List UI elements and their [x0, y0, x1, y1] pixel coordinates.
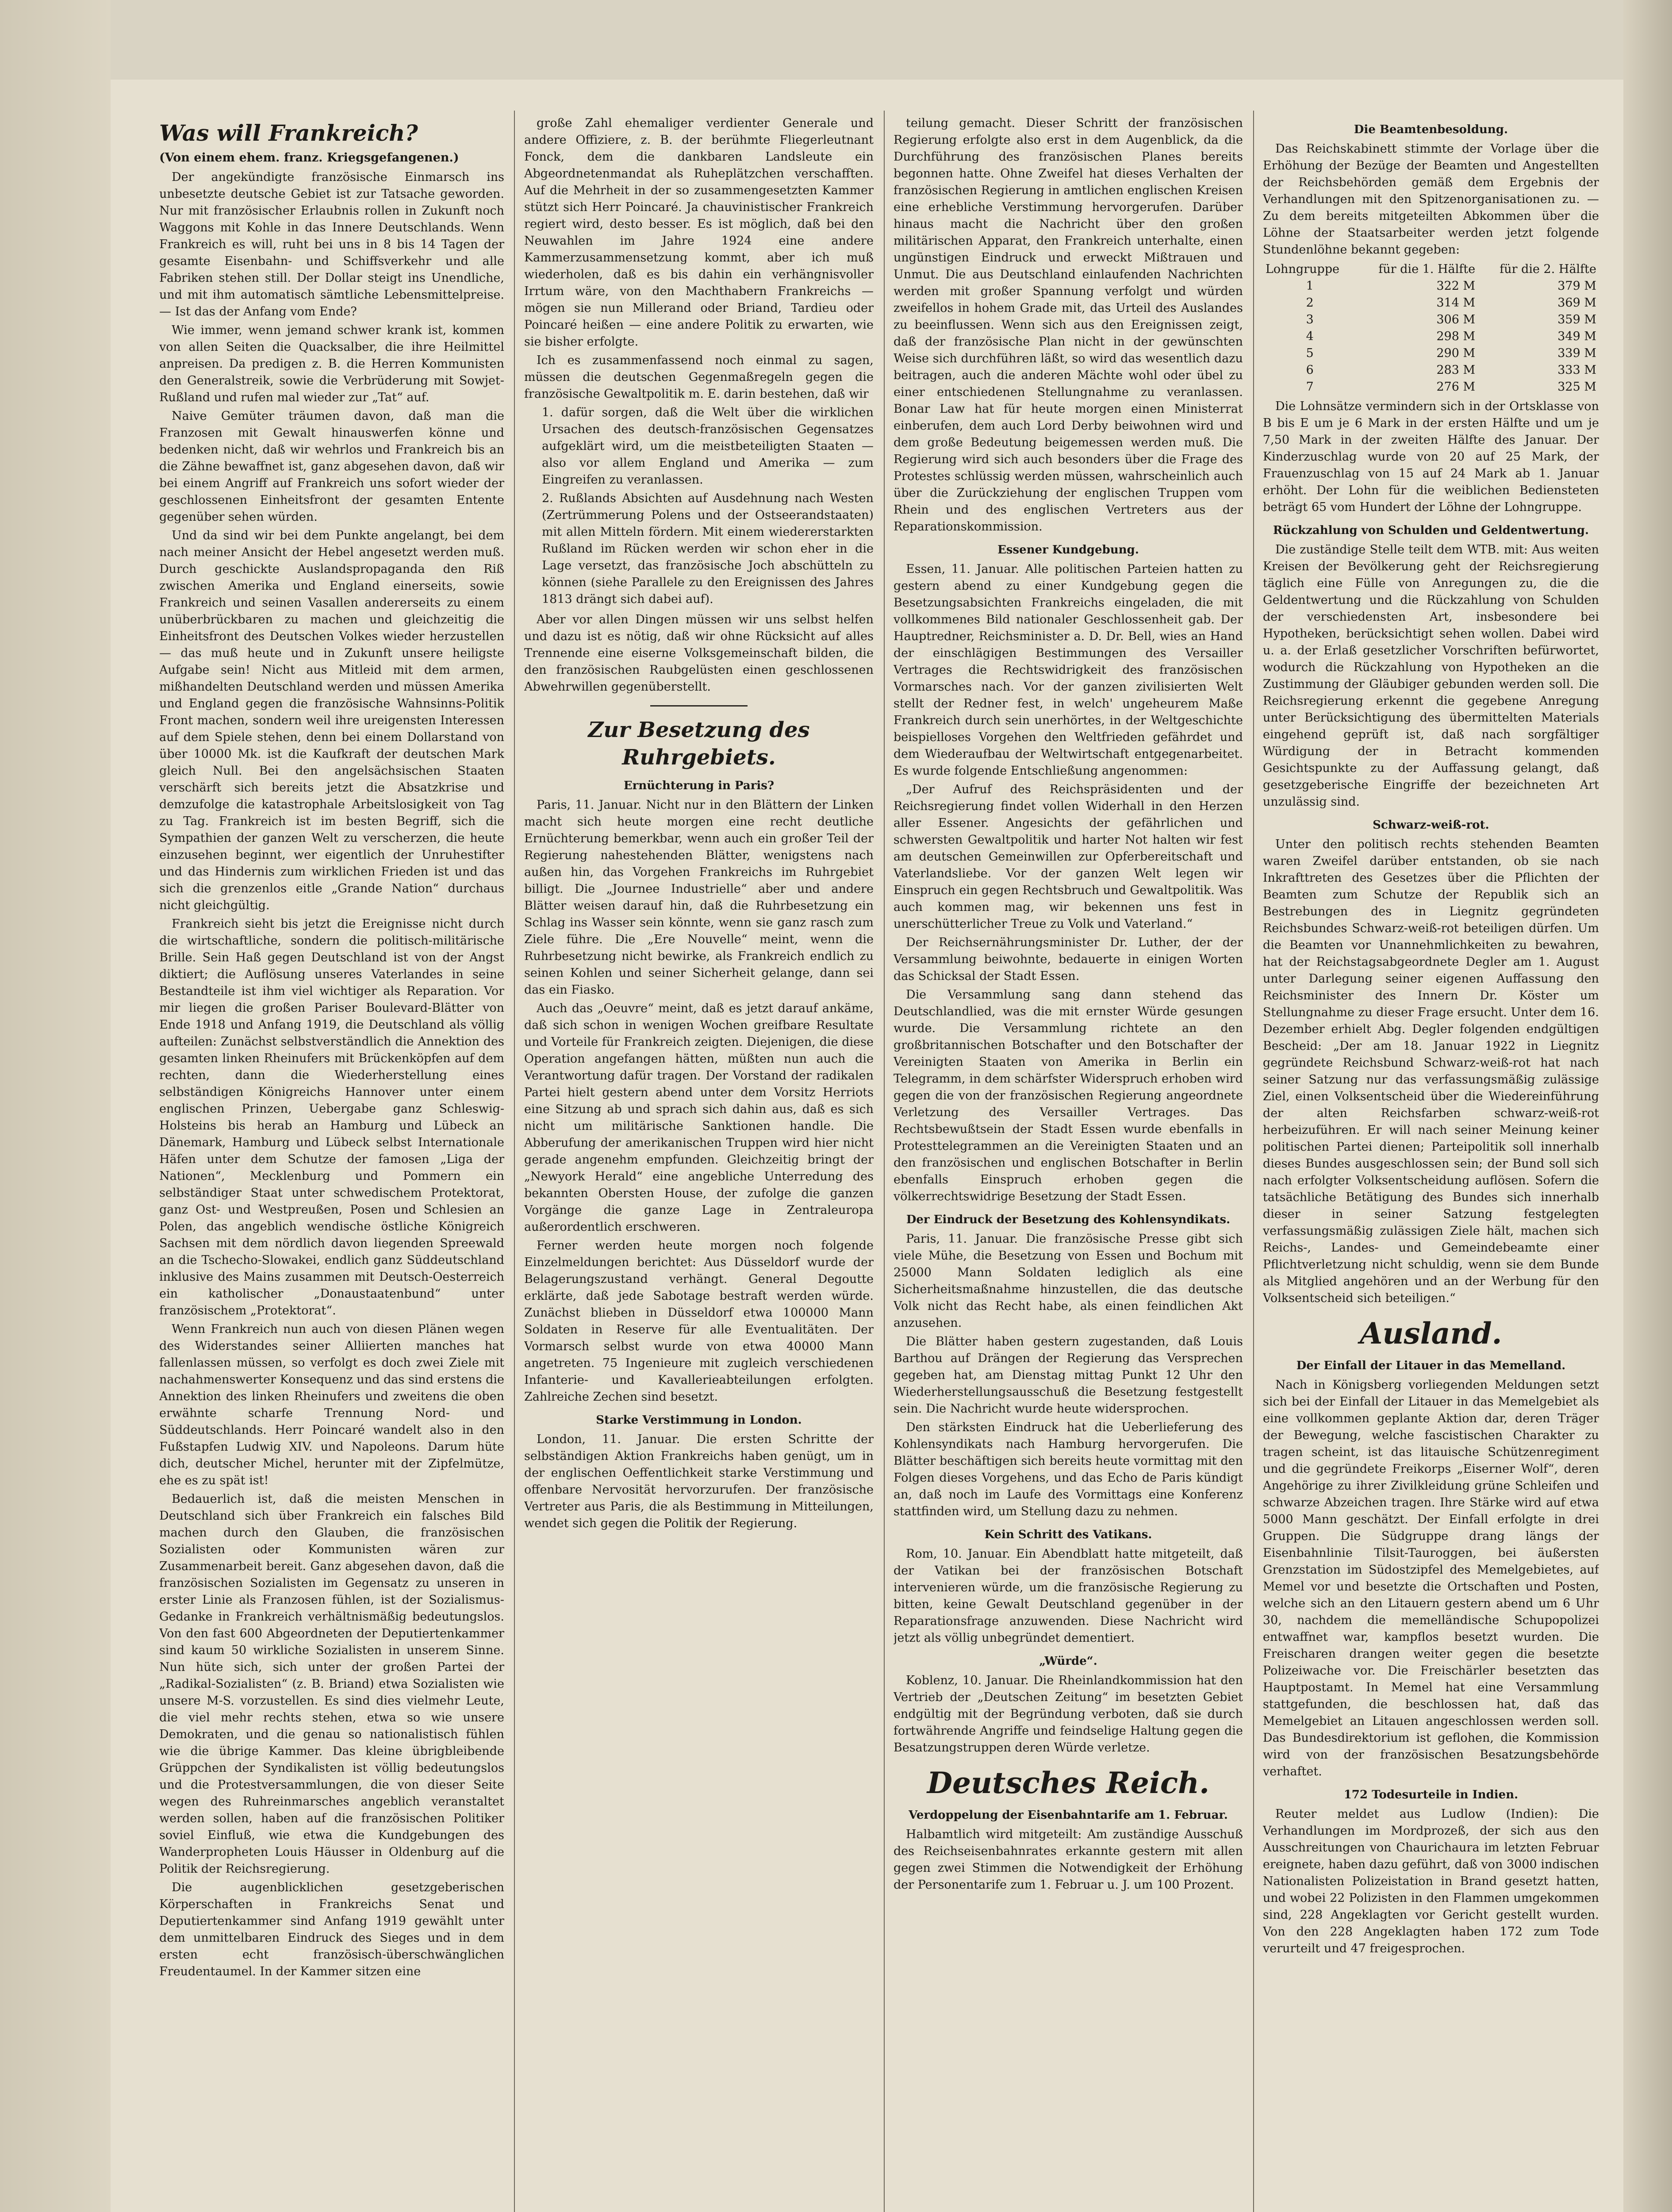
section-title: Ausland.	[1360, 1316, 1502, 1351]
table-cell: 5	[1306, 346, 1314, 360]
table-row	[1263, 278, 1599, 295]
table-cell: 2	[1306, 296, 1314, 310]
paragraph: Aber vor allen Dingen müssen wir uns selbst helfen und dazu ist es nötig, daß wir ohne Rücksicht auf alles Trennende eine eiserne Volksgemeinschaft bilden, die den französischen Raubgelüsten einen geschlossenen Abwehrwillen gegenüberstellt.	[524, 613, 874, 694]
paragraph: große Zahl ehemaliger verdienter Generale und andere Offiziere, z. B. der berühmte Fliegerleutnant Fonck, dem die dankbaren Landsleute ein Abgeordnetenmandat als Ruheplätzchen verschafften. Auf die Mehrheit in der so zusammengesetzten Kammer stützt sich Herr Poincaré. Ja chauvinistischer Frankreich regiert wird, desto besser. Es ist möglich, daß bei den Neuwahlen im Jahre 1924 eine andere Kammerzusammensetzung kommt, aber ich muß wiederholen, daß es bis dahin ein verhängnisvoller Irrtum wäre, von den Machthabern Frankreichs — mögen sie nun Millerand oder Briand, Tardieu oder Poincaré heißen — eine andere Politik zu erwarten, wie sie bisher erfolgte.	[524, 116, 874, 349]
table-header-row	[1263, 261, 1599, 278]
column-4	[1263, 115, 1599, 2212]
paragraph: „Der Aufruf des Reichspräsidenten und der Reichsregierung findet vollen Widerhall in den Herzen aller Essener. Angesichts der gefährlichen und schwersten Gewaltpolitik und harter Not halten wir fest am deutschen Gemeinwillen zur Opferbereitschaft und Vaterlandsliebe. Vor der ganzen Welt legen wir Einspruch ein gegen Rechtsbruch und Gewaltpolitik. Was auch kommen mag, wir bekennen uns fest in unerschütterlicher Treue zu Volk und Vaterland.“	[894, 783, 1243, 931]
subheading: Ernüchterung in Paris?	[623, 779, 775, 792]
wage-table	[1263, 261, 1599, 396]
table-cell: 314 M	[1436, 296, 1476, 310]
table-cell: 379 M	[1557, 279, 1596, 293]
paragraph: Ferner werden heute morgen noch folgende Einzelmeldungen berichtet: Aus Düsseldorf wurde der Belagerungszustand verhängt. General Degoutte erklärte, daß jede Sabotage bestraft werden würde. Zunächst blieben in Düsseldorf etwa 100000 Mann Soldaten in Reserve für alle Eventualitäten. Der Vormarsch selbst wurde von etwa 40000 Mann angetreten. 75 Ingenieure mit zugleich verschiedenen Infanterie- und Kavallerieabteilungen erfolgten. Zahlreiche Zechen sind besetzt.	[524, 1239, 874, 1404]
paragraph: Paris, 11. Januar. Nicht nur in den Blättern der Linken macht sich heute morgen eine recht deutliche Ernüchterung bemerkbar, wenn auch ein großer Teil der Regierung nahestehenden Blätter, wenigstens nach außen hin, das Vorgehen Frankreichs im Ruhrgebiet billigt. Die „Journee Industrielle“ aber und andere Blätter weisen darauf hin, daß die Ruhrbesetzung ein Schlag ins Wasser sein könnte, wenn sie ganz rasch zum Ziele führe. Die „Ere Nouvelle“ meint, wenn die Ruhrbesetzung nicht bewirke, als Frankreich endlich zu seinen Kohlen und seiner Sicherheit gelange, dann sei das ein Fiasko.	[524, 798, 874, 997]
paragraph: Bedauerlich ist, daß die meisten Menschen in Deutschland sich über Frankreich ein falsches Bild machen durch den Glauben, die französischen Sozialisten oder Kommunisten wären zur Zusammenarbeit bereit. Ganz abgesehen davon, daß die französischen Sozialisten im Gegensatz zu unseren in erster Linie als Franzosen fühlen, ist der Sozialismus-Gedanke in Frankreich verhältnismäßig bedeutungslos. Von den fast 600 Abgeordneten der Deputiertenkammer sind kaum 50 wirkliche Sozialisten in unserem Sinne. Nun hüte sich, sich unter der großen Partei der „Radikal-Sozialisten“ (z. B. Briand) etwa Sozialisten wie unsere M-S. vorzustellen. Es sind dies vielmehr Leute, die viel mehr rechts stehen, etwa so wie unsere Demokraten, und die genau so nationalistisch fühlen wie die übrige Kammer. Das kleine übrigbleibende Grüppchen der Syndikalisten ist völlig bedeutungslos und die Protestversammlungen, die von dieser Seite wegen des Ruhreinmarsches angeblich veranstaltet werden sollen, haben auf die französischen Politiker soviel Einfluß, wie etwa die Kundgebungen des Wanderpropheten Louis Häusser in Oldenburg auf die Politik der Reichsregierung.	[159, 1492, 504, 1876]
paragraph: Die Blätter haben gestern zugestanden, daß Louis Barthou auf Drängen der Regierung das Versprechen gegeben hat, am Dienstag mittag Punkt 12 Uhr den Wiederherstellungsausschuß die Besetzung festgestellt sein. Die Nachricht wurde heute widersprochen.	[894, 1335, 1243, 1416]
subheading: Die Beamtenbesoldung.	[1354, 123, 1508, 136]
table-cell: 339 M	[1557, 346, 1596, 360]
section-divider	[650, 705, 748, 707]
table-cell: 276 M	[1436, 380, 1476, 394]
paragraph: teilung gemacht. Dieser Schritt der französischen Regierung erfolgte also erst in dem Augenblick, da die Durchführung des französischen Planes bereits begonnen hatte. Ohne Zweifel hat dieses Verhalten der französischen Regierung in amtlichen englischen Kreisen eine erhebliche Verstimmung hervorgerufen. Darüber hinaus macht die Nachricht über den großen militärischen Apparat, den Frankreich unterhalte, einen ungünstigen Eindruck und erweckt Mißtrauen und Unmut. Die aus Deutschland einlaufenden Nachrichten werden mit großer Spannung verfolgt und würden zweifellos in hohem Grade mit, das Urteil des Auslandes zu beeinflussen. Wenn sich aus den Ereignissen zeigt, daß der französische Plan nicht in der gewünschten Weise sich durchführen läßt, so wird das wesentlich dazu beitragen, auch die anderen Mächte wohl oder übel zu einer entschiedenen Stellungnahme zu veranlassen. Bonar Law hat für heute morgen einen Ministerrat einberufen, dem auch Lord Derby beiwohnen wird und dem große Bedeutung beigemessen werden muß. Die Regierung wird sich auch besonders über die Frage des Protestes schlüssig werden müssen, wahrscheinlich auch über die Zurückziehung der englischen Truppen vom Rhein und des englischen Vertreters aus der Reparationskommission.	[894, 116, 1243, 534]
table-cell: 7	[1306, 380, 1314, 394]
paragraph: Ich es zusammenfassend noch einmal zu sagen, müssen die deutschen Gegenmaßregeln gegen die französische Gewaltpolitik m. E. darin bestehen, daß wir	[524, 353, 874, 401]
article-headline: Was will Frankreich?	[159, 120, 418, 146]
subheading: 172 Todesurteile in Indien.	[1343, 1788, 1519, 1801]
table-header-cell: für die 1. Hälfte	[1378, 262, 1476, 276]
paragraph: Reuter meldet aus Ludlow (Indien): Die Verhandlungen im Mordprozeß, der sich aus den Ausschreitungen von Chaurichaura im letzten Februar ereignete, haben dazu geführt, daß von 3000 indischen Nationalisten Polizeistation in Brand gesetzt hatten, und wobei 22 Polizisten in den Flammen umgekommen sind, 228 Angeklagten vor Gericht gestellt wurden. Von den 228 Angeklagten haben 172 zum Tode verurteilt und 47 freigesprochen.	[1263, 1807, 1599, 1955]
column-1	[159, 115, 504, 2212]
table-cell: 290 M	[1436, 346, 1476, 360]
paragraph: Unter den politisch rechts stehenden Beamten waren Zweifel darüber entstanden, ob sie nach Inkrafttreten des Gesetzes über die Pflichten der Beamten zum Schutze der Republik sich an Bestrebungen des in Liegnitz gegründeten Reichsbundes Schwarz-weiß-rot beteiligen dürfen. Um die Beamten vor Unannehmlichkeiten zu bewahren, hat der Reichstagsabgeordnete Degler am 1. August unter Darlegung seiner eigenen Auffassung den Reichsminister des Innern Dr. Köster um Stellungnahme zu dieser Frage ersucht. Unter dem 16. Dezember erhielt Abg. Degler folgenden endgültigen Bescheid: „Der am 18. Januar 1922 in Liegnitz gegründete Reichsbund Schwarz-weiß-rot hat nach seiner Satzung nur das verfassungsmäßig zulässige Ziel, einen Volksentscheid über die Wiedereinführung der alten Reichsfarben schwarz-weiß-rot herbeizuführen. Er will nach seiner Meinung keiner politischen Partei dienen; Parteipolitik soll innerhalb dieses Bundes ausgeschlossen sein; der Bund soll sich nach erfolgter Volksentscheidung auflösen. Sofern die tatsächliche Betätigung des Bundes sich innerhalb dieser in seiner Satzung festgelegten verfassungsmäßig zulässigen Ziele hält, machen sich Reichs-, Landes- und Gemeindebeamte einer Pflichtverletzung nicht schuldig, wenn sie dem Bunde als Mitglied angehören und an der Werbung für den Volksentscheid sich beteiligen.“	[1263, 837, 1599, 1305]
table-row	[1263, 362, 1599, 379]
subheading: Der Einfall der Litauer in das Memelland.	[1296, 1359, 1566, 1372]
table-cell: 1	[1306, 279, 1314, 293]
point-item: 2. Rußlands Absichten auf Ausdehnung nach Westen (Zertrümmerung Polens und der Ostseerandstaaten) mit allen Mitteln fördern. Mit einem wiedererstarkten Rußland im Rücken werden wir schon eher in die Lage versetzt, das französische Joch abschütteln zu können (siehe Parallele zu den Ereignissen des Jahres 1813 drängt sich dabei auf).	[542, 492, 874, 606]
article-byline: (Von einem ehem. franz. Kriegsgefangenen.)	[159, 151, 459, 165]
scan-margin-left	[0, 0, 111, 2212]
point-item: 1. dafür sorgen, daß die Welt über die wirklichen Ursachen des deutsch-französischen Gegensatzes aufgeklärt wird, um die meistbeteiligten Staaten — also vor allem England und Amerika — zum Eingreifen zu veranlassen.	[542, 406, 874, 487]
table-row	[1263, 328, 1599, 345]
paragraph: Halbamtlich wird mitgeteilt: Am zuständige Ausschuß des Reichseisenbahnrates erkannte gestern mit allen gegen zwei Stimmen die Notwendigkeit der Erhöhung der Personentarife zum 1. Februar u. J. um 100 Prozent.	[894, 1828, 1243, 1892]
subheading: „Würde“.	[1039, 1655, 1097, 1668]
column-3	[894, 115, 1243, 2212]
paragraph: Die augenblicklichen gesetzgeberischen Körperschaften in Frankreichs Senat und Deputiertenkammer sind Anfang 1919 gewählt unter dem unmittelbaren Eindruck des Sieges und in dem ersten echt französisch-überschwänglichen Freudentaumel. In der Kammer sitzen eine	[159, 1881, 504, 1978]
subheading: Schwarz-weiß-rot.	[1373, 818, 1489, 832]
paragraph: Der angekündigte französische Einmarsch ins unbesetzte deutsche Gebiet ist zur Tatsache geworden. Nur mit französischer Erlaubnis rollen in Zukunft noch Waggons mit Kohle in das Innere Deutschlands. Wenn Frankreich es will, ruht bei uns in 8 bis 14 Tagen der gesamte Eisenbahn- und Schiffsverkehr und alle Fabriken stehen still. Der Dollar steigt ins Unendliche, und mit ihm automatisch sämtliche Lebensmittelpreise. — Ist das der Anfang vom Ende?	[159, 170, 504, 319]
paragraph: Wie immer, wenn jemand schwer krank ist, kommen von allen Seiten die Quacksalber, die ihre Heilmittel anpreisen. Da predigen z. B. die Herren Kommunisten den Generalstreik, sowie die Verbrüderung mit Sowjet-Rußland und rufen mal wieder zur „Tat“ auf.	[159, 323, 504, 404]
paragraph: Paris, 11. Januar. Die französische Presse gibt sich viele Mühe, die Besetzung von Essen und Bochum mit 25000 Mann Soldaten lediglich als eine Sicherheitsmaßnahme hinzustellen, die das deutsche Volk nicht das Recht habe, als einen feindlichen Akt anzusehen.	[894, 1232, 1243, 1330]
column-2	[524, 115, 874, 2212]
paragraph: Und da sind wir bei dem Punkte angelangt, bei dem nach meiner Ansicht der Hebel angesetzt werden muß. Durch geschickte Auslandspropaganda den Riß zwischen Amerika und England einerseits, sowie Frankreich und seinen Vasallen andererseits zu einem unüberbrückbaren zu machen und gleichzeitig die Einheitsfront des Deutschen Volkes wieder herzustellen — das muß heute und in Zukunft unsere heiligste Aufgabe sein! Nicht aus Mitleid mit dem armen, mißhandelten Deutschland werden und müssen Amerika und England gegen die französische Wahnsinns-Politik Front machen, sondern weil ihre ureigensten Interessen auf dem Spiele stehen, denn bei einem Dollarstand von über 10000 Mk. ist die Kaufkraft der deutschen Mark gleich Null. Bei den angelsächsischen Staaten verschärft sich bereits jetzt die Absatzkrise und demzufolge die katastrophale Arbeitslosigkeit von Tag zu Tag. Frankreich ist im besten Begriff, sich die Sympathien der ganzen Welt zu verscherzen, die heute einzusehen beginnt, wer eigentlich der Unruhestifter und das Hindernis zum wirklichen Frieden ist und das sich die grenzenlos eitle „Grande Nation“ durchaus nicht gleichgültig.	[159, 529, 504, 912]
table-cell: 369 M	[1557, 296, 1596, 310]
subheading: Verdoppelung der Eisenbahntarife am 1. Februar.	[909, 1809, 1228, 1822]
table-cell: 306 M	[1436, 313, 1476, 326]
column-rule	[1253, 111, 1254, 2212]
paragraph: Frankreich sieht bis jetzt die Ereignisse nicht durch die wirtschaftliche, sondern die politisch-militärische Brille. Sein Haß gegen Deutschland ist von der Angst diktiert; die Auflösung unseres Vaterlandes in seine Bestandteile ist ihm viel wichtiger als Reparation. Vor mir liegen die großen Pariser Boulevard-Blätter von Ende 1918 und Anfang 1919, die Deutschland als völlig aufteilen: Zunächst selbstverständlich die Annektion des gesamten linken Rheinufers mit Brückenköpfen auf dem rechten, dann die Wiederherstellung eines selbständigen Königreichs Hannover unter einem englischen Prinzen, Uebergabe ganz Schleswig-Holsteins bis herab an Hamburg und Lübeck an Dänemark, Hamburg und Lübeck selbst Internationale Häfen unter dem Schutze der famosen „Liga der Nationen“, Mecklenburg und Pommern ein selbständiger Staat unter schwedischem Protektorat, ganz Ost- und Westpreußen, Posen und Schlesien an Polen, das angeblich wendische östliche Königreich Sachsen mit dem nördlich davon liegenden Spreewald an die Tschecho-Slowakei, endlich ganz Süddeutschland inklusive des Mains zusammen mit Deutsch-Oesterreich ein katholischer „Donaustaatenbund“ unter französischem „Protektorat“.	[159, 917, 504, 1317]
paragraph: Der Reichsernährungsminister Dr. Luther, der der Versammlung beiwohnte, bedauerte in einigen Worten das Schicksal der Stadt Essen.	[894, 936, 1243, 983]
paragraph: Die Lohnsätze vermindern sich in der Ortsklasse von B bis E um je 6 Mark in der ersten Hälfte und um je 7,50 Mark in der zweiten Hälfte des Januar. Der Kinderzuschlag wurde von 20 auf 25 Mark, der Frauenzuschlag von 15 auf 24 Mark ab 1. Januar erhöht. Der Lohn für die weiblichen Bediensteten beträgt 65 vom Hundert der Löhne der Lohngruppe.	[1263, 399, 1599, 514]
table-cell: 349 M	[1557, 330, 1596, 343]
table-cell: 359 M	[1557, 313, 1596, 326]
paragraph: Das Reichskabinett stimmte der Vorlage über die Erhöhung der Bezüge der Beamten und Angestellten der Reichsbehörden gemäß dem Ergebnis der Verhandlungen mit den Spitzenorganisationen zu. — Zu dem bereits mitgeteilten Abkommen über die Löhne der Staatsarbeiter werden jetzt folgende Stundenlöhne bekannt gegeben:	[1263, 142, 1599, 257]
paragraph: Die Versammlung sang dann stehend das Deutschlandlied, was die mit ernster Würde gesungen wurde. Die Versammlung richtete an den großbritannischen Botschafter und den Botschafter der Vereinigten Staaten von Amerika in Berlin ein Telegramm, in dem schärfster Widerspruch erhoben wird gegen die von der französischen Regierung angeordnete Verletzung des Versailler Vertrages. Das Rechtsbewußtsein der Stadt Essen wurde ebenfalls in Protesttelegrammen an die Vereinigten Staaten und an den französischen und englischen Botschafter in Berlin ebenfalls Einspruch erhoben gegen die völkerrechtswidrige Besetzung der Stadt Essen.	[894, 988, 1243, 1203]
paragraph: Rom, 10. Januar. Ein Abendblatt hatte mitgeteilt, daß der Vatikan bei der französischen Botschaft intervenieren würde, um die französische Regierung zu bitten, keine Gewalt Deutschland gegenüber in der Reparationsfrage anzuwenden. Diese Nachricht wird jetzt als völlig unbegründet dementiert.	[894, 1547, 1243, 1645]
table-cell: 6	[1306, 363, 1314, 377]
paragraph: Essen, 11. Januar. Alle politischen Parteien hatten zu gestern abend zu einer Kundgebung gegen die Besetzungsabsichten Frankreichs eingeladen, die mit vollkommenes Bild nationaler Geschlossenheit gab. Der Hauptredner, Reichsminister a. D. Dr. Bell, wies an Hand der einschlägigen Bestimmungen des Versailler Vertrages die Rechtswidrigkeit des französischen Vormarsches nach. Vor der ganzen zivilisierten Welt stellt der Redner fest, in welch' ungeheurem Maße Frankreich durch sein unerhörtes, in der Weltgeschichte beispielloses Vorgehen den Weltfrieden gefährdet und dem Wiederaufbau der Weltwirtschaft entgegenarbeitet. Es wurde folgende Entschließung angenommen:	[894, 562, 1243, 778]
paragraph: Auch das „Oeuvre“ meint, daß es jetzt darauf ankäme, daß sich schon in wenigen Wochen greifbare Resultate und Vorteile für Frankreich zeigten. Diejenigen, die diese Operation angefangen hätten, müßten nun auch die Verantwortung dafür tragen. Der Vorstand der radikalen Partei hielt gestern abend unter dem Vorsitz Herriots eine Sitzung ab und sprach sich dahin aus, daß es sich nicht um militärische Sanktionen handle. Die Abberufung der amerikanischen Truppen wird hier nicht gerade angenehm empfunden. Gleichzeitig bringt der „Newyork Herald“ eine angebliche Unterredung des bekannten Obersten House, der zufolge die ganzen Vorgänge die ganze Lage in Zentraleuropa außerordentlich erschweren.	[524, 1002, 874, 1234]
table-cell: 3	[1306, 313, 1314, 326]
table-row	[1263, 311, 1599, 328]
paragraph: London, 11. Januar. Die ersten Schritte der selbständigen Aktion Frankreichs haben genügt, um in der englischen Oeffentlichkeit starke Verstimmung und offenbare Nervosität hervorzurufen. Der französische Vertreter aus Paris, die als Bestimmung in Mitteilungen, wendet sich gegen die Politik der Regierung.	[524, 1432, 874, 1530]
table-cell: 4	[1306, 330, 1314, 343]
subheading: Rückzahlung von Schulden und Geldentwertung.	[1273, 524, 1589, 537]
section-headline: Zur Besetzung des Ruhrgebiets.	[588, 718, 810, 770]
paragraph: Nach in Königsberg vorliegenden Meldungen setzt sich bei der Einfall der Litauer in das Memelgebiet als eine vollkommen geplante Aktion dar, deren Träger der Bewegung, welche fascistischen Charakter zu tragen scheint, ist das litauische Schützenregiment und die gegründete Freikorps „Eiserner Wolf“, deren Angehörige zu ihrer Zivilkleidung grüne Schleifen und schwarze Abzeichen tragen. Ihre Stärke wird auf etwa 5000 Mann geschätzt. Der Einfall erfolgte in drei Gruppen. Die Südgruppe drang längs der Eisenbahnlinie Tilsit-Tauroggen, bei äußersten Grenzstation im Südostzipfel des Memelgebietes, auf Memel vor und besetzte die Ortschaften und Posten, welche sich an den Litauern gestern abend um 6 Uhr 30, nachdem die memelländische Schupopolizei entwaffnet war, kampflos besetzt wurden. Die Freischaren drangen weiter gegen die besetzte Polizeiwache vor. Die Freischärler besetzten das Hauptpostamt. In Memel hat eine Versammlung stattgefunden, die beschlossen hat, daß das Memelgebiet an Litauen angeschlossen werden soll. Das Bundesdirektorium ist geflohen, die Kommission wird von der französischen Besatzungsbehörde verhaftet.	[1263, 1378, 1599, 1778]
subheading: Kein Schritt des Vatikans.	[984, 1528, 1152, 1541]
column-rule	[884, 111, 885, 2212]
subheading: Essener Kundgebung.	[997, 543, 1139, 557]
newspaper-page	[111, 80, 1623, 2212]
paragraph: Den stärksten Eindruck hat die Ueberlieferung des Kohlensyndikats nach Hamburg hervorgerufen. Die Blätter beschäftigen sich bereits heute vormittag mit den Folgen dieses Vorgehens, und das Echo de Paris kündigt an, daß noch im Laufe des Vormittags eine Konferenz stattfinden wird, um Stellung dazu zu nehmen.	[894, 1421, 1243, 1518]
table-header-cell: für die 2. Hälfte	[1499, 262, 1596, 276]
paragraph: Wenn Frankreich nun auch von diesen Plänen wegen des Widerstandes seiner Alliierten manches hat fallenlassen müssen, so verfolgt es doch zwei Ziele mit nachahmenswerter Konsequenz und das sind erstens die Annektion des linken Rheinufers und zweitens die oben erwähnte scharfe Trennung Nord- und Süddeutschlands. Herr Poincaré wandelt also in den Fußstapfen Ludwig XIV. und Napoleons. Darum hüte dich, deutscher Michel, herunter mit der Zipfelmütze, ehe es zu spät ist!	[159, 1322, 504, 1487]
paragraph: Die zuständige Stelle teilt dem WTB. mit: Aus weiten Kreisen der Bevölkerung geht der Reichsregierung täglich eine Fülle von Anregungen zu, die die Geldentwertung und die Rückzahlung von Schulden der verschiedensten Art, insbesondere bei Hypotheken, berücksichtigt sehen wollen. Dabei wird u. a. der Erlaß gesetzlicher Vorschriften befürwortet, wodurch die Rückzahlung von Hypotheken an die Zustimmung der Gläubiger gebunden werden soll. Die Reichsregierung erkennt die gegebene Anregung unter Berücksichtigung des übermittelten Materials eingehend geprüft ist, daß nach sorgfältiger Würdigung der in Betracht kommenden Gesichtspunkte zu der Auffassung gelangt, daß gesetzgeberische Eingriffe der bezeichneten Art unzulässig sind.	[1263, 543, 1599, 809]
subheading: Der Eindruck der Besetzung des Kohlensyndikats.	[906, 1213, 1231, 1226]
table-cell: 322 M	[1436, 279, 1476, 293]
table-row	[1263, 295, 1599, 311]
column-rule	[514, 111, 515, 2212]
subheading: Starke Verstimmung in London.	[596, 1413, 802, 1427]
table-cell: 325 M	[1557, 380, 1596, 394]
table-cell: 283 M	[1436, 363, 1476, 377]
paragraph: Koblenz, 10. Januar. Die Rheinlandkommission hat den Vertrieb der „Deutschen Zeitung“ im besetzten Gebiet endgültig mit der Begründung verboten, daß sie durch fortwährende Angriffe und feindselige Haltung gegen die Besatzungstruppen deren Würde verletze.	[894, 1674, 1243, 1755]
numbered-points	[524, 404, 874, 608]
paragraph: Naive Gemüter träumen davon, daß man die Franzosen mit Gewalt hinauswerfen könne und bedenken nicht, daß wir wehrlos und Frankreich bis an die Zähne bewaffnet ist, ganz abgesehen davon, daß wir bei einem Angriff auf Frankreich uns sofort wieder der geschlossenen Einheitsfront der gesamten Entente gegenüber sehen würden.	[159, 409, 504, 524]
table-row	[1263, 379, 1599, 396]
table-row	[1263, 345, 1599, 362]
table-cell: 333 M	[1557, 363, 1596, 377]
scan-margin-right	[1623, 0, 1672, 2212]
table-header-cell: Lohngruppe	[1266, 262, 1340, 276]
table-cell: 298 M	[1436, 330, 1476, 343]
section-title: Deutsches Reich.	[927, 1766, 1210, 1800]
